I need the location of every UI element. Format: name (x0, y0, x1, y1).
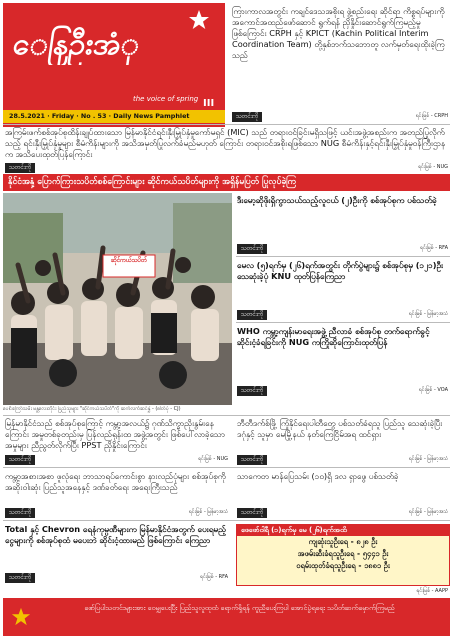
right-story-1-tag[interactable]: သတင်းကို (237, 244, 267, 254)
mic-story-source: ရင်းမြစ် - NUG (418, 164, 448, 170)
stats-line: ဝရမ်းထုတ်ခံရသူဦးရေ - ၁၈၈၁ ဦး (296, 561, 390, 570)
shot-story-source: ရင်းမြစ် - မြန်မာ့အသံ (408, 509, 448, 515)
stats-line: ကျဆုံးသူဦးရေ - ၈၂၈ ဦး (308, 537, 378, 546)
logo-text: ေနြဦးအံု (10, 27, 143, 62)
food-story-source: ရင်းမြစ် - မြန်မာ့အသံ (188, 509, 228, 515)
divider (236, 256, 450, 257)
shot-story-text: သာကေတ မာန်ပြေသမ်း (၁၀)ရှိ ဒလ ရှာဖွေ ပစ်သတ်ခဲ့ (237, 471, 399, 481)
dateline (3, 110, 225, 123)
total-story-tag[interactable]: သတင်းကို (5, 573, 35, 583)
dateline-text: 28.5.2021 · Friday · No . 53 · Daily News Pamphlet (9, 112, 190, 120)
top-right-story-tag[interactable]: သတင်းကို (232, 112, 262, 122)
headline-banner (3, 174, 450, 191)
total-story-source: ရင်းမြစ် - RFA (200, 574, 228, 580)
footer-star-icon (11, 607, 31, 627)
divider (3, 124, 450, 125)
protest-sign-text: ဆိုင်ကယ်သပိတ် (111, 257, 147, 264)
ppst-story-source: ရင်းမြစ် - NUG (198, 456, 228, 462)
stats-box-source: ရင်းမြစ် - AAPP (416, 588, 448, 594)
protest-photo-art (3, 193, 232, 405)
footer-text: ဖော်ပြပါသတင်းများအား ဝေမျှပေးပြီး ပြည်သူလူထုထံ ရောက်ရှိရန် ကူညီပေးကြပါ အောင်ပွဲရရေး သပိတ်ဆက်မှောက်ကြမည် (84, 604, 395, 612)
right-story-2-source: ရင်းမြစ် - မြန်မာ့အသံ (408, 311, 448, 317)
bts-story-source: ရင်းမြစ် - မြန်မာ့အသံ (408, 456, 448, 462)
right-story-2-tag[interactable]: သတင်းကို (237, 310, 267, 320)
right-story-3-source: ရင်းမြစ် - VOA (418, 387, 448, 393)
food-story-text: ကမ္ဘာ့အစားအစာ ဖူလုံရေး ဘာသာရပ်ကောင်းစွာ နားလည်ပုံများ စစ်အုပ်စုကို အဆိုးဝါးဆုံး ပြည်သူအနေနှင့် ဒဏ်ခတ်ရေး အရေးကြီးသည် (5, 471, 226, 492)
stats-line: အဖမ်းဆီးခံရသူဦးရေ - ၅၄၄၁ ဦး (297, 549, 389, 558)
right-story-3-tag[interactable]: သတင်းကို (237, 386, 267, 396)
shot-story-tag[interactable]: သတင်းကို (237, 508, 267, 518)
divider (236, 322, 450, 323)
ppst-story-tag[interactable]: သတင်းကို (5, 455, 35, 465)
divider (3, 415, 450, 416)
top-right-story-text: ကြားကာလအတွင်း ကချင်ဒေသအစိုးရ ဖွဲ့စည်းရေး ဆိုင်ရာ ကိစ္စရပ်များကို အကောင်အထည်ဖော်ဆောင် ရွက်ရန် ညှိနှိုင်းဆောင်ရွက်ကြမည့်မှုဖြစ်ကြောင်း CRPH နှင့် KPICT (Kachin Political Interim Coordination Team) တို့နှစ်ဘက်သဘောတူ လက်မှတ်ရေးထိုးခဲ့ကြသည် (232, 6, 445, 60)
total-story-text: Total နှင့် Chevron ရေနံကုမ္ပဏီများက မြန်မာနိုင်ငံအတွက် ပေးရမည့် ငွေများကို စစ်အုပ်စုထံ မပေးဘဲ ဆိုင်းငံ့ထားမည် ဖြစ်ကြောင်း ကြေညာ (5, 524, 226, 545)
headline-text: နိုင်ငံအနှံ့ ပြောက်ကြားသပိတ်စစ်ကြောင်းများ ဆိုင်ကယ်သပိတ်များကို အရှိန်မပြတ် ပြုလုပ်ခဲ့ကြ (8, 177, 297, 187)
masthead-subtitle: the voice of spring (133, 95, 199, 103)
stats-box-header: ဖေဖော်ဝါရီ (၁)ရက်မှ မေ (၂၆)ရက်အထိ (237, 525, 449, 536)
bts-story-tag[interactable]: သတင်းကို (237, 455, 267, 465)
stats-box (236, 524, 450, 586)
mic-story-tag[interactable]: သတင်းကို (5, 163, 35, 173)
divider (3, 467, 450, 468)
top-right-story-source: ရင်းမြစ် - CRPH (415, 113, 448, 119)
right-story-1-text: ဒီးမော့ဆိုဖိုးရှိကွာသယ်သည့်လူငယ် (၂)ဦးကို စစ်အုပ်စုက ပစ်သတ်ခဲ့ (237, 195, 437, 205)
photo-caption: ပေါင်ကြော်သမီး မန္တလေးတိုင်း ပြည်သူများ "ဆိုင်ကယ်သပိတ်"ကို ဆက်လက်ဆင်နွှဲ - (ဓါတ်ပုံ - CJ) (3, 406, 181, 412)
right-story-3-text: WHO ကမ္ဘာ့ကျန်းမာရေးအဖွဲ့ ညီလာခံ စစ်အုပ်စု တက်ရောက်ခွင့် ဆိုင်းငံ့ခံရခြင်းကို NUG ကကြိုဆိုကြောင်းထုတ်ပြန် (237, 326, 430, 347)
mic-story-text: အကြမ်းဖက်စစ်အုပ်စုထိန်းချုပ်ထားသော မြန်မာနိုင်ငံရင်းနှီးမြှုပ်နှံမှုကော်မရှင် (MIC) သည် တရားဝင်ခြင်းမရှိသဖြင့် ယင်းအဖွဲ့အစည်းက အတည်ပြုလိုက်သည့် ရင်းနှီးမြှုပ်နှံမှုများ စီမံကိန်းများကို အသိအမှတ်ပြုလက်ခံမည်မဟုတ် ကြောင်း တရားဝင်အစိုးရဖြစ်သော NUG စီမံကိန်းနှင့်ရင်းနှီးမြှုပ်နှံမှုဝန်ကြီးဌာနက အသိပေးထုတ်ပြန်ကြောင်း (5, 127, 446, 159)
divider (3, 520, 450, 521)
protest-photo (3, 193, 232, 405)
masthead (3, 3, 225, 127)
footer (3, 598, 450, 636)
bts-story-text: ဘီတီဒက်စ်ဖြို့ ကြုံနိုင်ရေးပါတီတွေ ပစ်သတ်ခံရသူ ပြည်သူ သေဆုံးခဲ့ပြီး ဒဂုံနှင့် သူမှာ မေမြို့နယ် နတ်ကြေငြိမ်အရ ထင်ရှား (237, 418, 443, 439)
food-story-tag[interactable]: သတင်းကို (5, 508, 35, 518)
right-story-2-text: မေလ (၅)ရက်မှ (၂၆)ရက်အတွင်း တိုက်ပွဲများ၌ စစ်အုပ်စုမှ (၁၂၁)ဦး သေဆုံးခဲ့ပုံ KNU ထုတ်ပြန်ကြေညာ (237, 260, 444, 281)
right-story-1-source: ရင်းမြစ် - RFA (420, 245, 448, 251)
masthead-roman: III (203, 98, 215, 109)
ppst-story-text: မြန်မာနိုင်ငံသည် စစ်အုပ်စုကြောင့် ကမ္ဘာ့အလယ်၌ ဂုဏ်သိက္ခာညိုးနွမ်းနေ ကြောင်း အမှုတစ်ခုတည်းမှ ပြန်လည်ရုန်းထ အဖွဲ့အတွင်း ဖြစ်ပေါ်လာခဲ့သော အမှုများ ညီညွတ်လိုက်ပြီး PPST ညှိနှိုင်းကြောင်း (5, 418, 226, 450)
